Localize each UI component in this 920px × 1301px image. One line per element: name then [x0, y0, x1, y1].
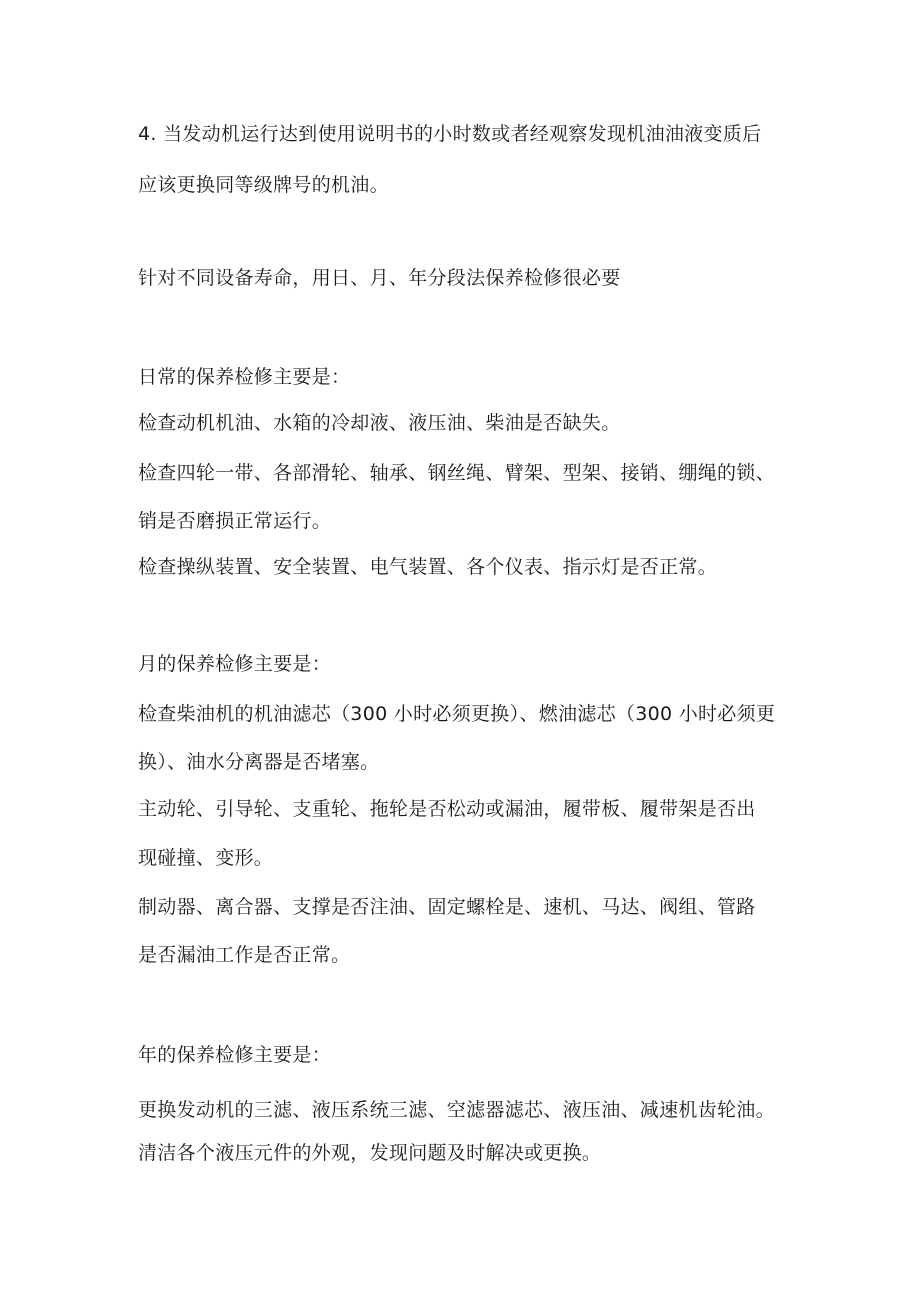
yearly-heading: 年的保养检修主要是： — [138, 1044, 332, 1066]
monthly-heading: 月的保养检修主要是： — [138, 653, 332, 675]
monthly-p3-line2: 是否漏油工作是否正常。 — [138, 944, 351, 966]
monthly-p1-line2: 换）、油水分离器是否堵塞。 — [138, 751, 380, 773]
yearly-p2: 清洁各个液压元件的外观，发现问题及时解决或更换。 — [138, 1142, 602, 1164]
monthly-p2-line1: 主动轮、引导轮、支重轮、拖轮是否松动或漏油，履带板、履带架是否出 — [138, 798, 756, 820]
item4-line1: 4. 当发动机运行达到使用说明书的小时数或者经观察发现机油油液变质后 — [138, 123, 762, 145]
daily-p3: 检查操纵装置、安全装置、电气装置、各个仪表、指示灯是否正常。 — [138, 556, 718, 578]
monthly-p2-line2: 现碰撞、变形。 — [138, 847, 274, 869]
daily-p1: 检查动机机油、水箱的冷却液、液压油、柴油是否缺失。 — [138, 412, 621, 434]
intro-text: 针对不同设备寿命，用日、月、年分段法保养检修很必要 — [138, 267, 621, 289]
monthly-p1-line1: 检查柴油机的机油滤芯（300 小时必须更换）、燃油滤芯（300 小时必须更 — [138, 703, 776, 725]
daily-p2-line2: 销是否磨损正常运行。 — [138, 510, 332, 532]
item4-line2: 应该更换同等级牌号的机油。 — [138, 174, 389, 196]
daily-p2-line1: 检查四轮一带、各部滑轮、轴承、钢丝绳、臂架、型架、接销、绷绳的锁、 — [138, 462, 775, 484]
yearly-p1: 更换发动机的三滤、液压系统三滤、空滤器滤芯、液压油、减速机齿轮油。 — [138, 1099, 775, 1121]
daily-heading: 日常的保养检修主要是： — [138, 366, 351, 388]
monthly-p3-line1: 制动器、离合器、支撑是否注油、固定螺栓是、速机、马达、阀组、管路 — [138, 896, 756, 918]
